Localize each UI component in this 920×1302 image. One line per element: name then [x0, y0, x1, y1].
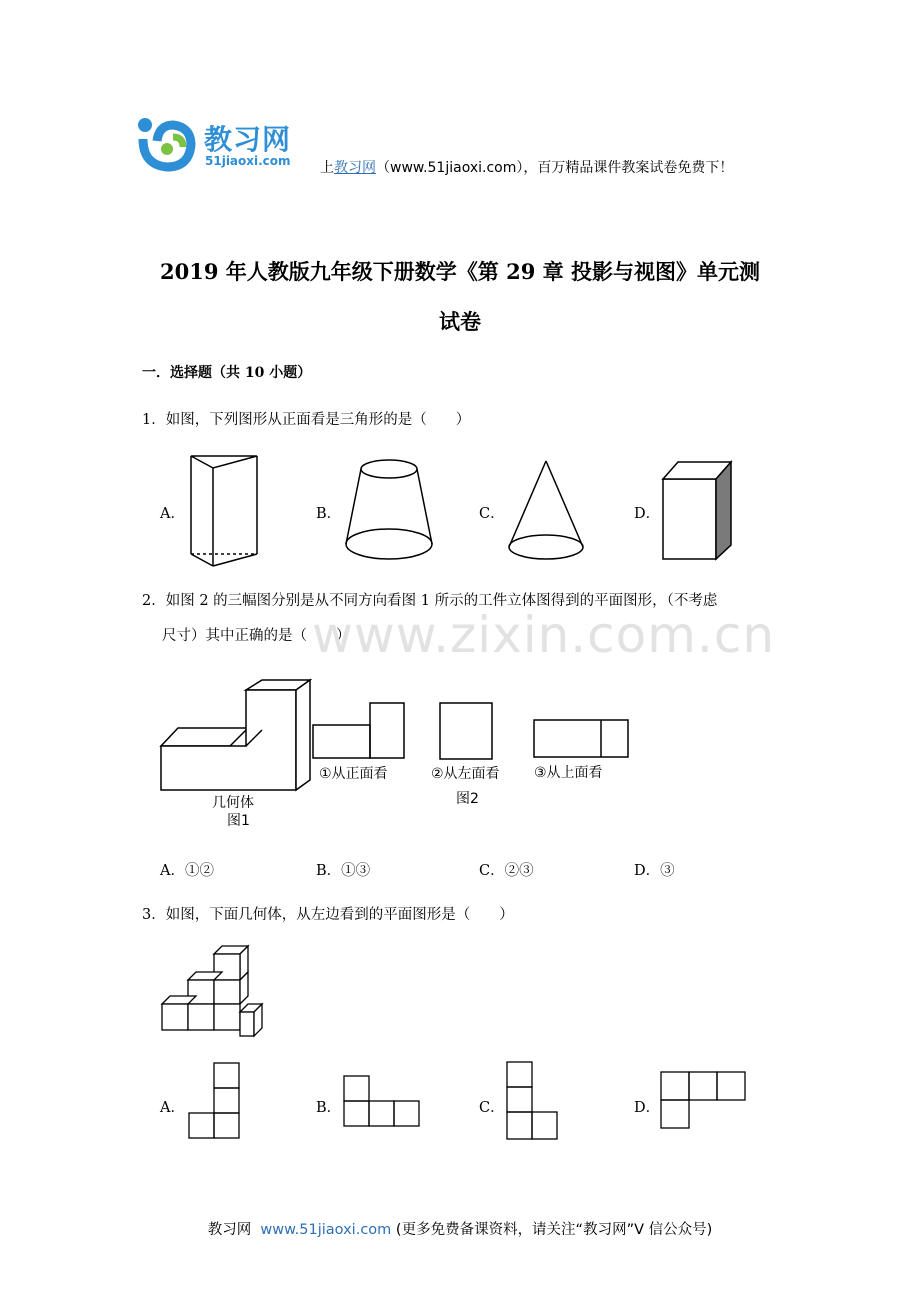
footer [0, 1218, 920, 1239]
watermark: www.zixin.com.cn [312, 606, 776, 664]
q3-option-d-figure [659, 1070, 749, 1132]
header-tagline: 上教习网（www.51jiaoxi.com），百万精品课件教案试卷免费下！ [320, 160, 734, 176]
q2-solid-figure [158, 678, 314, 796]
cube-stack-figure [158, 944, 266, 1040]
footer-link[interactable]: www.51jiaoxi.com [260, 1222, 392, 1238]
q2-option-b: B．①③ [316, 863, 371, 879]
q3-option-c-label: C． [479, 1100, 505, 1116]
top-view-figure [533, 719, 630, 759]
q1-option-d-label: D． [634, 506, 661, 522]
left-view-figure [439, 702, 495, 760]
q2-option-c: C．②③ [479, 863, 534, 879]
logo-text: 教习网 [204, 123, 292, 156]
q2-option-d: D．③ [634, 863, 675, 879]
q3-option-c-figure [505, 1060, 561, 1144]
fig2-label: 图2 [456, 791, 479, 807]
q1-option-b-label: B． [316, 506, 342, 522]
q3-option-a-figure [187, 1061, 243, 1141]
front-view-figure [312, 702, 406, 760]
page-title: 2019 年人教版九年级下册数学《第 29 章 投影与视图》单元测 [160, 259, 760, 284]
question-3-stem: 3．如图，下面几何体，从左边看到的平面图形是（ ） [142, 907, 514, 923]
q1-option-c-label: C． [479, 506, 505, 522]
site-link[interactable]: 教习网 [334, 160, 376, 176]
q2-option-a: A．①② [160, 863, 214, 879]
section-heading: 一．选择题（共 10 小题） [142, 365, 312, 381]
q3-option-b-label: B． [316, 1100, 342, 1116]
footer-note: (更多免费备课资料，请关注“教习网”V 信公众号) [395, 1222, 713, 1238]
fig1-name: 几何体 [212, 795, 254, 811]
fig1-label: 图1 [227, 813, 250, 829]
page-title-line2: 试卷 [439, 309, 481, 334]
q1-option-a-label: A． [160, 506, 185, 522]
q3-option-b-figure [342, 1074, 422, 1130]
question-1-stem: 1．如图，下列图形从正面看是三角形的是（ ） [142, 412, 471, 428]
logo-url: 51jiaoxi.com [205, 154, 291, 168]
view1-label: ①从正面看 [319, 766, 388, 782]
cuboid-figure [660, 459, 736, 563]
logo-mark-icon [137, 115, 195, 171]
cone-figure [505, 458, 589, 564]
question-2-stem-line2: 尺寸）其中正确的是（ ） [162, 628, 351, 644]
view2-label: ②从左面看 [431, 766, 500, 782]
footer-brand: 教习网 [207, 1222, 252, 1238]
q3-option-a-label: A． [160, 1100, 185, 1116]
triangular-prism-figure [185, 452, 265, 570]
q3-option-d-label: D． [634, 1100, 661, 1116]
view3-label: ③从上面看 [534, 765, 603, 781]
question-2-stem-line1: 2．如图 2 的三幅图分别是从不同方向看图 1 所示的工件立体图得到的平面图形，（不考虑 [142, 593, 718, 609]
frustum-figure [342, 458, 436, 564]
